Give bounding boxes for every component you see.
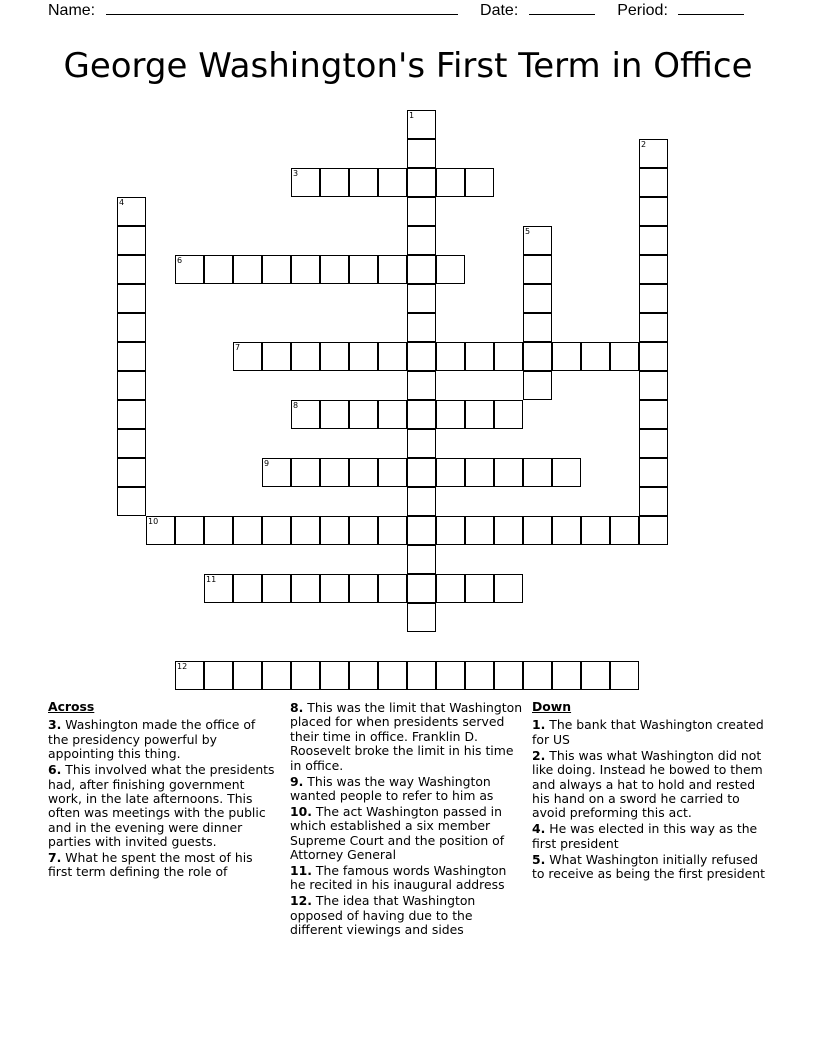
crossword-cell[interactable] xyxy=(523,313,552,342)
crossword-cell[interactable] xyxy=(523,226,552,255)
clue-down-4: 4. He was elected in this way as the first president xyxy=(532,821,758,851)
crossword-cell[interactable] xyxy=(117,226,146,255)
name-label: Name: xyxy=(48,2,96,19)
period-label: Period: xyxy=(617,2,668,19)
crossword-cell[interactable] xyxy=(320,400,349,429)
crossword-cell[interactable] xyxy=(552,516,581,545)
crossword-cell[interactable] xyxy=(407,313,436,342)
clue-number: 4 xyxy=(119,198,125,207)
crossword-cell[interactable] xyxy=(320,661,349,690)
crossword-cell[interactable] xyxy=(204,574,233,603)
crossword-cell[interactable] xyxy=(465,574,494,603)
crossword-cell[interactable] xyxy=(436,400,465,429)
crossword-cell[interactable] xyxy=(204,255,233,284)
crossword-cell[interactable] xyxy=(262,458,291,487)
clue-across-6: 6. This involved what the presidents had, after finishing government work, in the late afternoons. This often was meetings with the public and in the evening were dinner parties with invited guests. xyxy=(48,762,275,850)
crossword-cell[interactable] xyxy=(552,458,581,487)
crossword-cell[interactable] xyxy=(494,661,523,690)
crossword-cell[interactable] xyxy=(378,661,407,690)
crossword-cell[interactable] xyxy=(378,400,407,429)
crossword-cell[interactable] xyxy=(523,516,552,545)
clue-number: 3 xyxy=(293,169,299,178)
clue-number: 5 xyxy=(525,227,531,236)
crossword-cell[interactable] xyxy=(291,574,320,603)
crossword-cell[interactable] xyxy=(494,458,523,487)
crossword-cell[interactable] xyxy=(639,458,668,487)
crossword-cell[interactable] xyxy=(320,342,349,371)
crossword-cell[interactable] xyxy=(407,342,436,371)
crossword-cell[interactable] xyxy=(378,255,407,284)
crossword-cell[interactable] xyxy=(117,429,146,458)
crossword-cell[interactable] xyxy=(117,313,146,342)
crossword-cell[interactable] xyxy=(639,342,668,371)
crossword-cell[interactable] xyxy=(407,429,436,458)
clue-number: 8 xyxy=(293,401,299,410)
crossword-cell[interactable] xyxy=(407,574,436,603)
crossword-cell[interactable] xyxy=(407,458,436,487)
clue-number: 6 xyxy=(177,256,183,265)
crossword-cell[interactable] xyxy=(465,168,494,197)
student-info-header xyxy=(48,0,768,20)
crossword-cell[interactable] xyxy=(436,255,465,284)
crossword-cell[interactable] xyxy=(494,342,523,371)
crossword-cell[interactable] xyxy=(639,487,668,516)
crossword-cell[interactable] xyxy=(407,603,436,632)
crossword-cell[interactable] xyxy=(407,139,436,168)
crossword-cell[interactable] xyxy=(349,574,378,603)
crossword-cell[interactable] xyxy=(639,313,668,342)
clue-down-2: 2. This was what Washington did not like doing. Instead he bowed to them and always a hat to hold and rested his hand on a sword he carried to avoid preforming this act. xyxy=(532,747,763,821)
crossword-cell[interactable] xyxy=(320,516,349,545)
crossword-cell[interactable] xyxy=(117,197,146,226)
crossword-cell[interactable] xyxy=(436,342,465,371)
crossword-cell[interactable] xyxy=(407,226,436,255)
crossword-cell[interactable] xyxy=(407,168,436,197)
crossword-cell[interactable] xyxy=(378,574,407,603)
clue-across-11: 11. The famous words Washington he recited in his inaugural address xyxy=(290,862,507,893)
crossword-cell[interactable] xyxy=(262,516,291,545)
clues-column-2 xyxy=(290,701,524,939)
crossword-cell[interactable] xyxy=(378,168,407,197)
crossword-cell[interactable] xyxy=(204,661,233,690)
crossword-cell[interactable] xyxy=(349,661,378,690)
crossword-cell[interactable] xyxy=(436,168,465,197)
crossword-cell[interactable] xyxy=(117,342,146,371)
clue-number: 11 xyxy=(206,575,217,584)
clue-across-9: 9. This was the way Washington wanted people to refer to him as xyxy=(290,773,494,803)
crossword-cell[interactable] xyxy=(465,516,494,545)
crossword-cell[interactable] xyxy=(639,429,668,458)
clue-number: 2 xyxy=(641,140,647,149)
clues-column-3 xyxy=(532,700,772,883)
crossword-cell[interactable] xyxy=(407,284,436,313)
crossword-cell[interactable] xyxy=(320,168,349,197)
clue-across-3: 3. Washington made the office of the presidency powerful by appointing this thing. xyxy=(48,717,256,762)
clue-across-12: 12. The idea that Washington opposed of having due to the different viewings and sides xyxy=(290,893,476,938)
crossword-cell[interactable] xyxy=(233,516,262,545)
crossword-cell[interactable] xyxy=(291,516,320,545)
down-heading: Down xyxy=(532,699,572,714)
crossword-cell[interactable] xyxy=(639,400,668,429)
crossword-cell[interactable] xyxy=(552,342,581,371)
crossword-cell[interactable] xyxy=(175,516,204,545)
crossword-cell[interactable] xyxy=(407,255,436,284)
crossword-cell[interactable] xyxy=(291,342,320,371)
clue-number: 9 xyxy=(264,459,270,468)
crossword-cell[interactable] xyxy=(349,255,378,284)
crossword-cell[interactable] xyxy=(407,516,436,545)
crossword-cell[interactable] xyxy=(349,458,378,487)
crossword-cell[interactable] xyxy=(639,168,668,197)
crossword-cell[interactable] xyxy=(581,661,610,690)
crossword-cell[interactable] xyxy=(320,255,349,284)
crossword-cell[interactable] xyxy=(262,661,291,690)
crossword-cell[interactable] xyxy=(639,139,668,168)
crossword-cell[interactable] xyxy=(465,661,494,690)
crossword-cell[interactable] xyxy=(436,661,465,690)
crossword-cell[interactable] xyxy=(407,661,436,690)
crossword-cell[interactable] xyxy=(610,516,639,545)
crossword-cell[interactable] xyxy=(349,168,378,197)
crossword-cell[interactable] xyxy=(407,110,436,139)
crossword-cell[interactable] xyxy=(117,400,146,429)
crossword-cell[interactable] xyxy=(291,255,320,284)
crossword-cell[interactable] xyxy=(436,516,465,545)
crossword-cell[interactable] xyxy=(494,400,523,429)
crossword-cell[interactable] xyxy=(233,574,262,603)
clue-down-1: 1. The bank that Washington created for US xyxy=(532,717,764,747)
crossword-cell[interactable] xyxy=(117,487,146,516)
crossword-cell[interactable] xyxy=(581,342,610,371)
crossword-cell[interactable] xyxy=(291,661,320,690)
crossword-cell[interactable] xyxy=(465,400,494,429)
crossword-cell[interactable] xyxy=(639,371,668,400)
crossword-cell[interactable] xyxy=(494,516,523,545)
crossword-cell[interactable] xyxy=(523,371,552,400)
crossword-cell[interactable] xyxy=(320,574,349,603)
crossword-cell[interactable] xyxy=(407,197,436,226)
crossword-cell[interactable] xyxy=(117,458,146,487)
clue-number: 12 xyxy=(177,662,188,671)
crossword-cell[interactable] xyxy=(233,661,262,690)
crossword-cell[interactable] xyxy=(349,342,378,371)
across-heading: Across xyxy=(48,699,95,714)
crossword-cell[interactable] xyxy=(639,197,668,226)
crossword-cell[interactable] xyxy=(233,342,262,371)
crossword-cell[interactable] xyxy=(639,226,668,255)
page-title: George Washington's First Term in Office xyxy=(63,46,753,86)
crossword-cell[interactable] xyxy=(639,284,668,313)
crossword-cell[interactable] xyxy=(175,661,204,690)
crossword-cell[interactable] xyxy=(146,516,175,545)
clue-down-5: 5. What Washington initially refused to receive as being the first president xyxy=(532,851,766,881)
clue-number: 10 xyxy=(148,517,159,526)
crossword-cell[interactable] xyxy=(204,516,233,545)
crossword-cell[interactable] xyxy=(349,516,378,545)
crossword-cell[interactable] xyxy=(262,574,291,603)
crossword-cell[interactable] xyxy=(465,458,494,487)
crossword-cell[interactable] xyxy=(465,342,494,371)
crossword-cell[interactable] xyxy=(262,342,291,371)
crossword-cell[interactable] xyxy=(407,400,436,429)
crossword-cell[interactable] xyxy=(407,545,436,574)
crossword-cell[interactable] xyxy=(291,458,320,487)
date-blank[interactable] xyxy=(529,0,595,15)
crossword-cell[interactable] xyxy=(610,342,639,371)
clue-across-10: 10. The act Washington passed in which established a six member Supreme Court and the position of Attorney General xyxy=(290,803,505,863)
date-label: Date: xyxy=(480,2,519,19)
name-blank[interactable] xyxy=(106,0,458,15)
crossword-cell[interactable] xyxy=(436,574,465,603)
crossword-cell[interactable] xyxy=(436,458,465,487)
crossword-cell[interactable] xyxy=(523,255,552,284)
crossword-cell[interactable] xyxy=(494,574,523,603)
crossword-cell[interactable] xyxy=(233,255,262,284)
crossword-cell[interactable] xyxy=(117,371,146,400)
crossword-cell[interactable] xyxy=(378,516,407,545)
crossword-cell[interactable] xyxy=(175,255,204,284)
crossword-cell[interactable] xyxy=(610,661,639,690)
crossword-cell[interactable] xyxy=(320,458,349,487)
crossword-cell[interactable] xyxy=(378,458,407,487)
crossword-cell[interactable] xyxy=(581,516,610,545)
crossword-cell[interactable] xyxy=(117,255,146,284)
crossword-cell[interactable] xyxy=(291,168,320,197)
crossword-cell[interactable] xyxy=(407,371,436,400)
crossword-cell[interactable] xyxy=(291,400,320,429)
crossword-cell[interactable] xyxy=(523,661,552,690)
crossword-cell[interactable] xyxy=(262,255,291,284)
clue-number: 7 xyxy=(235,343,241,352)
crossword-cell[interactable] xyxy=(523,458,552,487)
crossword-cell[interactable] xyxy=(639,516,668,545)
crossword-cell[interactable] xyxy=(639,255,668,284)
clue-across-8: 8. This was the limit that Washington placed for when presidents served their time in office. Franklin D. Roosevelt broke the limit in his time in office. xyxy=(290,700,523,773)
crossword-cell[interactable] xyxy=(117,284,146,313)
clue-across-7: 7. What he spent the most of his first term defining the role of xyxy=(48,850,253,880)
crossword-cell[interactable] xyxy=(552,661,581,690)
crossword-cell[interactable] xyxy=(523,342,552,371)
crossword-cell[interactable] xyxy=(523,284,552,313)
crossword-cell[interactable] xyxy=(349,400,378,429)
crossword-cell[interactable] xyxy=(407,487,436,516)
clues-column-1 xyxy=(48,700,276,881)
crossword-cell[interactable] xyxy=(378,342,407,371)
period-blank[interactable] xyxy=(678,0,744,15)
clue-number: 1 xyxy=(409,111,415,120)
